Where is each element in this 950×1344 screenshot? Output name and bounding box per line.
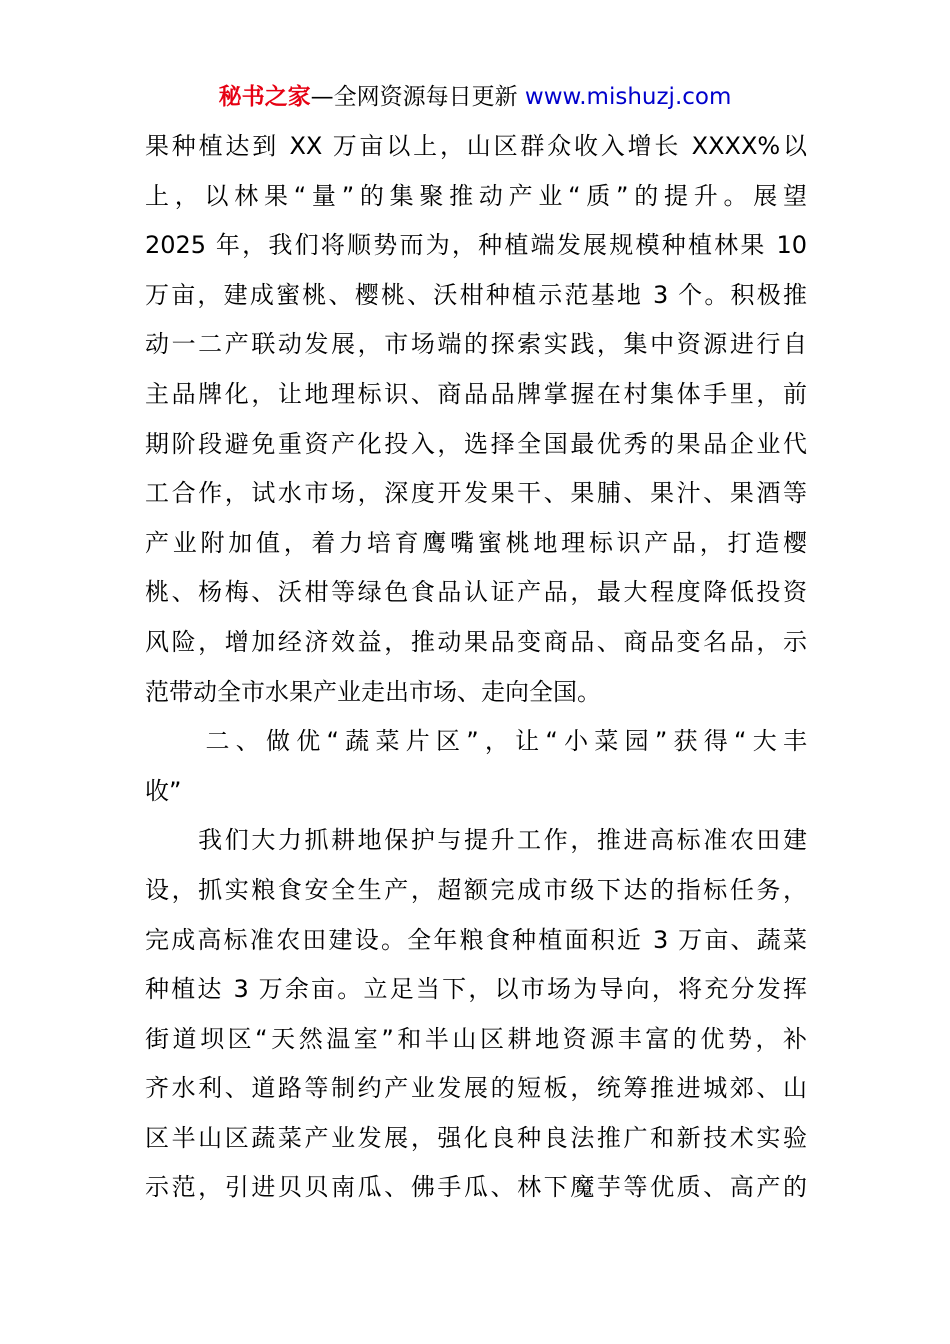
text-line: 2025 年，我们将顺势而为，种植端发展规模种植林果 10 [145,231,807,260]
text-line: 风险，增加经济效益，推动果品变商品、商品变名品，示 [145,627,807,656]
text-line: 示范，引进贝贝南瓜、佛手瓜、林下魔芋等优质、高产的 [145,1173,807,1202]
text-line: 果种植达到 XX 万亩以上，山区群众收入增长 XXXX%以 [145,132,807,160]
text-line: 工合作，试水市场，深度开发果干、果脯、果汁、果酒等 [145,479,807,508]
text-line: 区半山区蔬菜产业发展，强化良种良法推广和新技术实验 [145,1123,807,1152]
site-url-link[interactable]: www.mishuzj.com [524,84,732,110]
text-line: 街道坝区“天然温室”和半山区耕地资源丰富的优势，补 [145,1024,807,1053]
text-line: 齐水利、道路等制约产业发展的短板，统筹推进城郊、山 [145,1074,807,1103]
section-heading-line: 收” [145,776,182,805]
text-line: 我们大力抓耕地保护与提升工作，推进高标准农田建 [145,826,807,855]
text-line: 范带动全市水果产业走出市场、走向全国。 [145,677,601,706]
text-line: 产业附加值，着力培育鹰嘴蜜桃地理标识产品，打造樱 [145,528,807,557]
text-line: 期阶段避免重资产化投入，选择全国最优秀的果品企业代 [145,429,807,458]
text-line: 万亩，建成蜜桃、樱桃、沃柑种植示范基地 3 个。积极推 [145,280,807,309]
section-heading-line: 二、做优“蔬菜片区”，让“小菜园”获得“大丰 [145,727,807,756]
site-header [0,80,950,114]
text-line: 设，抓实粮食安全生产，超额完成市级下达的指标任务， [145,875,807,904]
text-line: 主品牌化，让地理标识、商品品牌掌握在村集体手里，前 [145,379,807,408]
text-line: 种植达 3 万余亩。立足当下，以市场为导向，将充分发挥 [145,975,807,1004]
text-line: 动一二产联动发展，市场端的探索实践，集中资源进行自 [145,330,807,359]
text-line: 上，以林果“量”的集聚推动产业“质”的提升。展望 [145,181,807,210]
document-body [145,122,807,1213]
text-line: 桃、杨梅、沃柑等绿色食品认证产品，最大程度降低投资 [145,578,807,607]
site-brand: 秘书之家 [218,84,311,110]
site-tagline: —全网资源每日更新 [310,84,518,110]
text-line: 完成高标准农田建设。全年粮食种植面积近 3 万亩、蔬菜 [145,925,807,954]
